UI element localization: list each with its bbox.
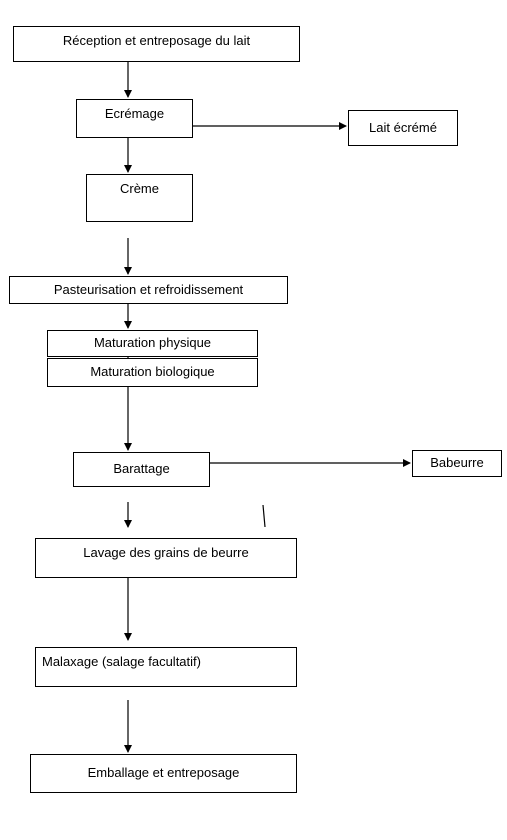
step-reception-label: Réception et entreposage du lait <box>62 33 251 48</box>
step-malaxage <box>35 647 297 687</box>
step-barattage-label: Barattage <box>113 461 170 477</box>
step-maturation-physique-label: Maturation physique <box>93 335 212 351</box>
step-reception <box>13 26 300 62</box>
step-creme-label: Crème <box>119 181 159 196</box>
step-lavage <box>35 538 297 578</box>
step-pasteurisation <box>9 276 288 304</box>
output-babeurre <box>412 450 502 477</box>
step-lavage-label: Lavage des grains de beurre <box>83 545 249 560</box>
step-pasteurisation-label: Pasteurisation et refroidissement <box>53 281 244 297</box>
step-barattage <box>73 452 210 487</box>
output-babeurre-label: Babeurre <box>430 455 484 471</box>
step-ecremage <box>76 99 193 138</box>
step-maturation-biologique <box>47 358 258 387</box>
step-emballage-label: Emballage et entreposage <box>87 765 240 781</box>
step-emballage <box>30 754 297 793</box>
step-maturation-biologique-label: Maturation biologique <box>90 364 215 380</box>
step-ecremage-label: Ecrémage <box>104 106 165 121</box>
output-lait-ecreme <box>348 110 458 146</box>
stray-mark <box>263 505 265 527</box>
step-malaxage-label: Malaxage (salage facultatif) <box>42 654 201 669</box>
output-lait-ecreme-label: Lait écrémé <box>369 119 437 135</box>
step-maturation-physique <box>47 330 258 357</box>
step-creme <box>86 174 193 222</box>
